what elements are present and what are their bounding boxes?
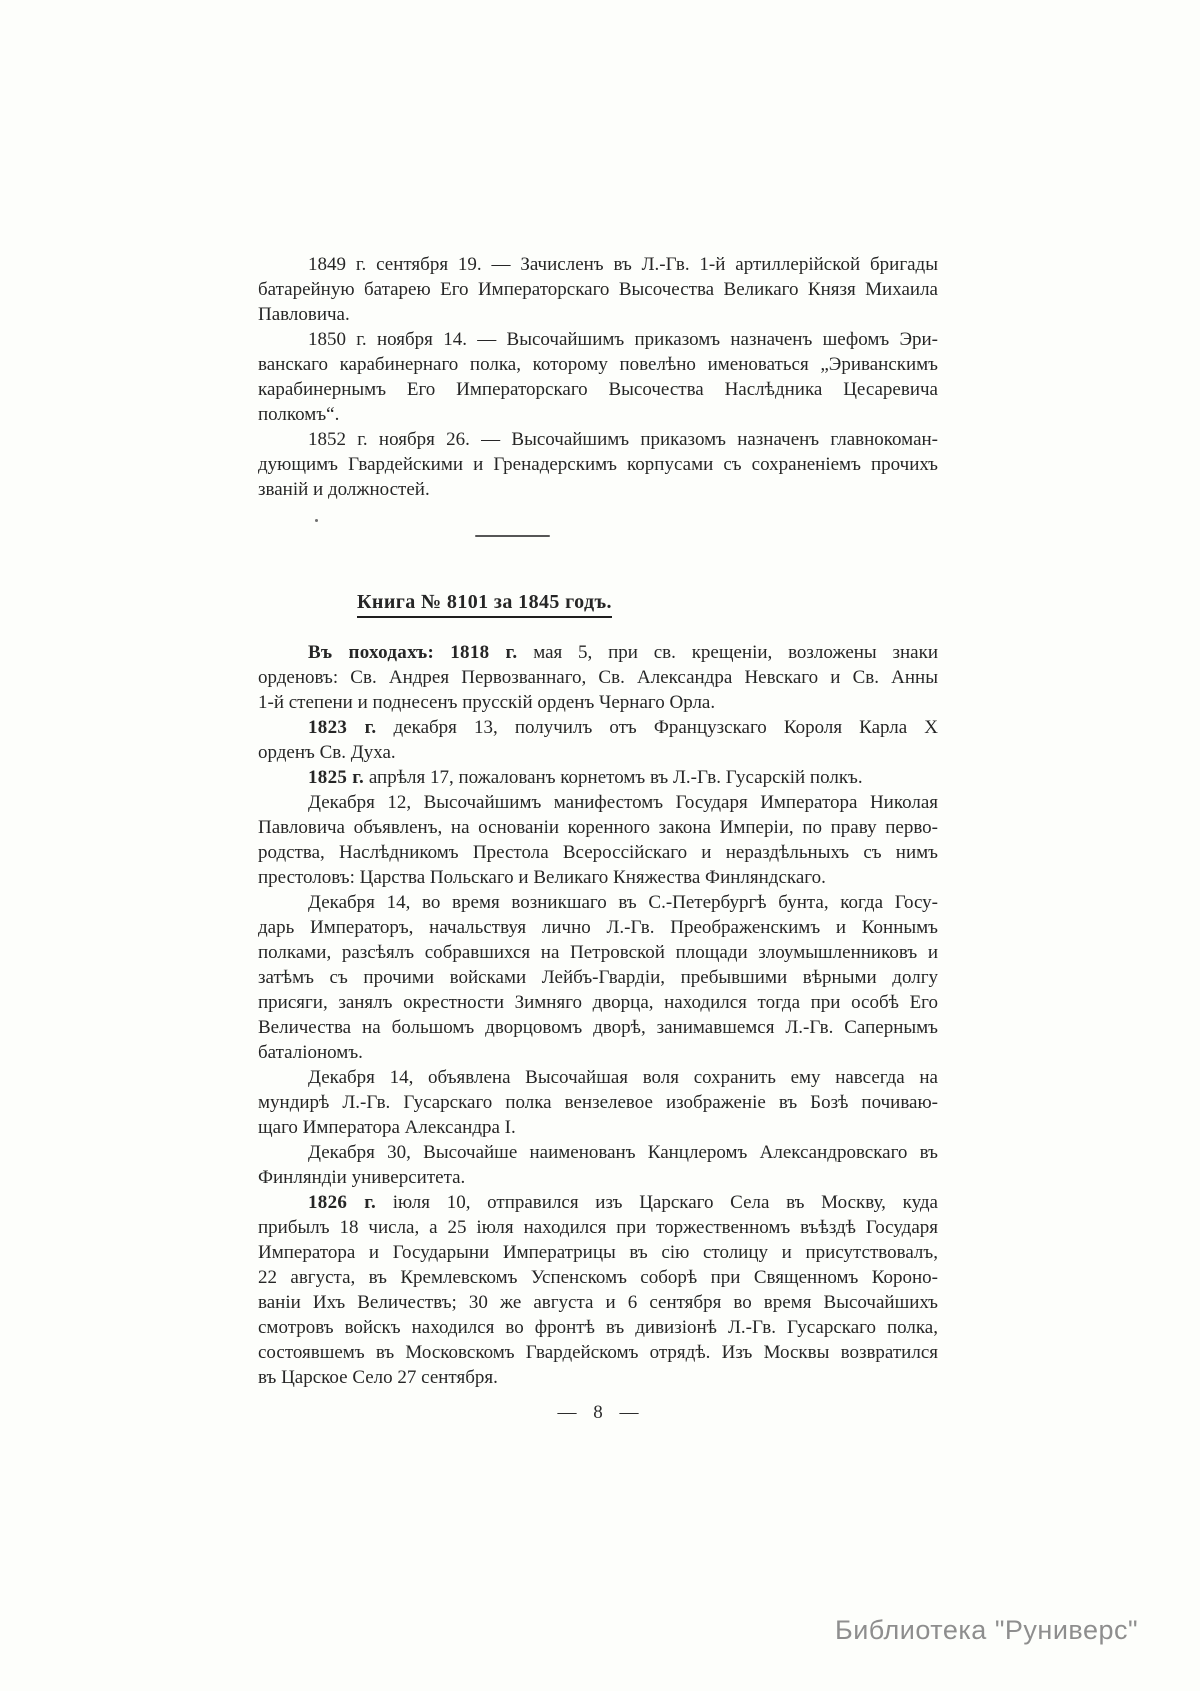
paragraph	[258, 790, 938, 890]
text-line: престоловъ: Царства Польскаго и Великаго Княжества Финляндскаго.	[258, 867, 826, 888]
text-line: мундирѣ Л.-Гв. Гусарскаго полка вензелевое изображеніе въ Бозѣ почиваю-	[258, 1092, 938, 1113]
text-line: ваніи Ихъ Величествъ; 30 же августа и 6 сентября во время Высочайшихъ	[258, 1292, 938, 1313]
text-line: 1826 г. іюля 10, отправился изъ Царскаго Села въ Москву, куда	[308, 1192, 938, 1213]
paragraph	[258, 427, 938, 502]
paragraph	[258, 1065, 938, 1140]
text-line: 1823 г. декабря 13, получилъ отъ Французскаго Короля Карла X	[308, 717, 938, 738]
section-divider	[475, 535, 550, 537]
text-line: въ Царское Село 27 сентября.	[258, 1367, 498, 1388]
bold-lead: Въ походахъ: 1818 г.	[308, 642, 518, 663]
paragraph	[258, 1190, 938, 1390]
text-line: родства, Наслѣдникомъ Престола Всероссійскаго и нераздѣльныхъ съ нимъ	[258, 842, 938, 863]
section-heading-text: Книга № 8101 за 1845 годъ.	[357, 590, 612, 618]
text-line: состоявшемъ въ Московскомъ Гвардейскомъ отрядѣ. Изъ Москвы возвратился	[258, 1342, 938, 1363]
text-column	[258, 252, 938, 1390]
text-line: Величества на большомъ дворцовомъ дворѣ, занимавшемся Л.-Гв. Сапернымъ	[258, 1017, 938, 1038]
text-line: баталіономъ.	[258, 1042, 363, 1063]
section-heading	[357, 590, 938, 618]
paragraph	[258, 890, 938, 1065]
text-line: полкомъ“.	[258, 404, 340, 425]
text-line: 1850 г. ноября 14. — Высочайшимъ приказомъ назначенъ шефомъ Эри-	[308, 329, 938, 350]
text-line: полками, разсѣялъ собравшихся на Петровской площади злоумышленниковъ и	[258, 942, 938, 963]
paragraph	[258, 640, 938, 715]
text-line: Декабря 14, объявлена Высочайшая воля сохранить ему навсегда на	[308, 1067, 938, 1088]
text-line: затѣмъ съ прочими войсками Лейбъ-Гвардіи, пребывшими вѣрными долгу	[258, 967, 938, 988]
bold-lead: 1823 г.	[308, 717, 377, 738]
text-line: карабинернымъ Его Императорскаго Высочества Наслѣдника Цесаревича	[258, 379, 938, 400]
bold-lead: 1826 г.	[308, 1192, 377, 1213]
text-line: Павловича объявленъ, на основаніи коренного закона Имперіи, по праву перво-	[258, 817, 938, 838]
text-line: Въ походахъ: 1818 г. мая 5, при св. крещеніи, возложены знаки	[308, 642, 938, 663]
text-line: орденовъ: Св. Андрея Первозваннаго, Св. Александра Невскаго и Св. Анны	[258, 667, 938, 688]
text-line: щаго Императора Александра I.	[258, 1117, 516, 1138]
scan-speck	[315, 519, 318, 522]
text-line: 22 августа, въ Кремлевскомъ Успенскомъ соборѣ при Священномъ Короно-	[258, 1267, 938, 1288]
text-line: батарейную батарею Его Императорскаго Высочества Великаго Князя Михаила	[258, 279, 938, 300]
bold-lead: 1825 г.	[308, 767, 365, 788]
text-line: 1825 г. апрѣля 17, пожалованъ корнетомъ въ Л.-Гв. Гусарскій полкъ.	[308, 767, 863, 788]
paragraph	[258, 765, 938, 790]
text-line: званій и должностей.	[258, 479, 430, 500]
text-line: смотровъ войскъ находился во фронтѣ въ дивизіонѣ Л.-Гв. Гусарскаго полка,	[258, 1317, 938, 1338]
paragraph	[258, 252, 938, 327]
text-line: Декабря 30, Высочайше наименованъ Канцлеромъ Александровскаго въ	[308, 1142, 938, 1163]
text-line: 1849 г. сентября 19. — Зачисленъ въ Л.-Гв. 1-й артиллерійской бригады	[308, 254, 938, 275]
text-line: Императора и Государыни Императрицы въ сію столицу и присутствовалъ,	[258, 1242, 938, 1263]
paragraph	[258, 327, 938, 427]
text-line: Декабря 14, во время возникшаго въ С.-Петербургѣ бунта, когда Госу-	[308, 892, 938, 913]
page-number: — 8 —	[557, 1402, 639, 1423]
text-line: Декабря 12, Высочайшимъ манифестомъ Государя Императора Николая	[308, 792, 938, 813]
paragraph	[258, 715, 938, 765]
text-line: ванскаго карабинернаго полка, которому повелѣно именоваться „Эриванскимъ	[258, 354, 938, 375]
text-line: орденъ Св. Духа.	[258, 742, 396, 763]
text-line: прибылъ 18 числа, а 25 іюля находился при торжественномъ въѣздѣ Государя	[258, 1217, 938, 1238]
text-line: Павловича.	[258, 304, 350, 325]
text-line: дарь Императоръ, начальствуя лично Л.-Гв. Преображенскимъ и Коннымъ	[258, 917, 938, 938]
text-line: Финляндіи университета.	[258, 1167, 466, 1188]
text-line: дующимъ Гвардейскими и Гренадерскимъ корпусами съ сохраненіемъ прочихъ	[258, 454, 938, 475]
text-line: присяги, занялъ окрестности Зимняго дворца, находился тогда при особѣ Его	[258, 992, 938, 1013]
library-watermark: Библиотека "Руниверс"	[835, 1615, 1139, 1645]
text-line: 1-й степени и поднесенъ прусскій орденъ Чернаго Орла.	[258, 692, 716, 713]
paragraph	[258, 1140, 938, 1190]
text-line: 1852 г. ноября 26. — Высочайшимъ приказомъ назначенъ главнокоман-	[308, 429, 938, 450]
